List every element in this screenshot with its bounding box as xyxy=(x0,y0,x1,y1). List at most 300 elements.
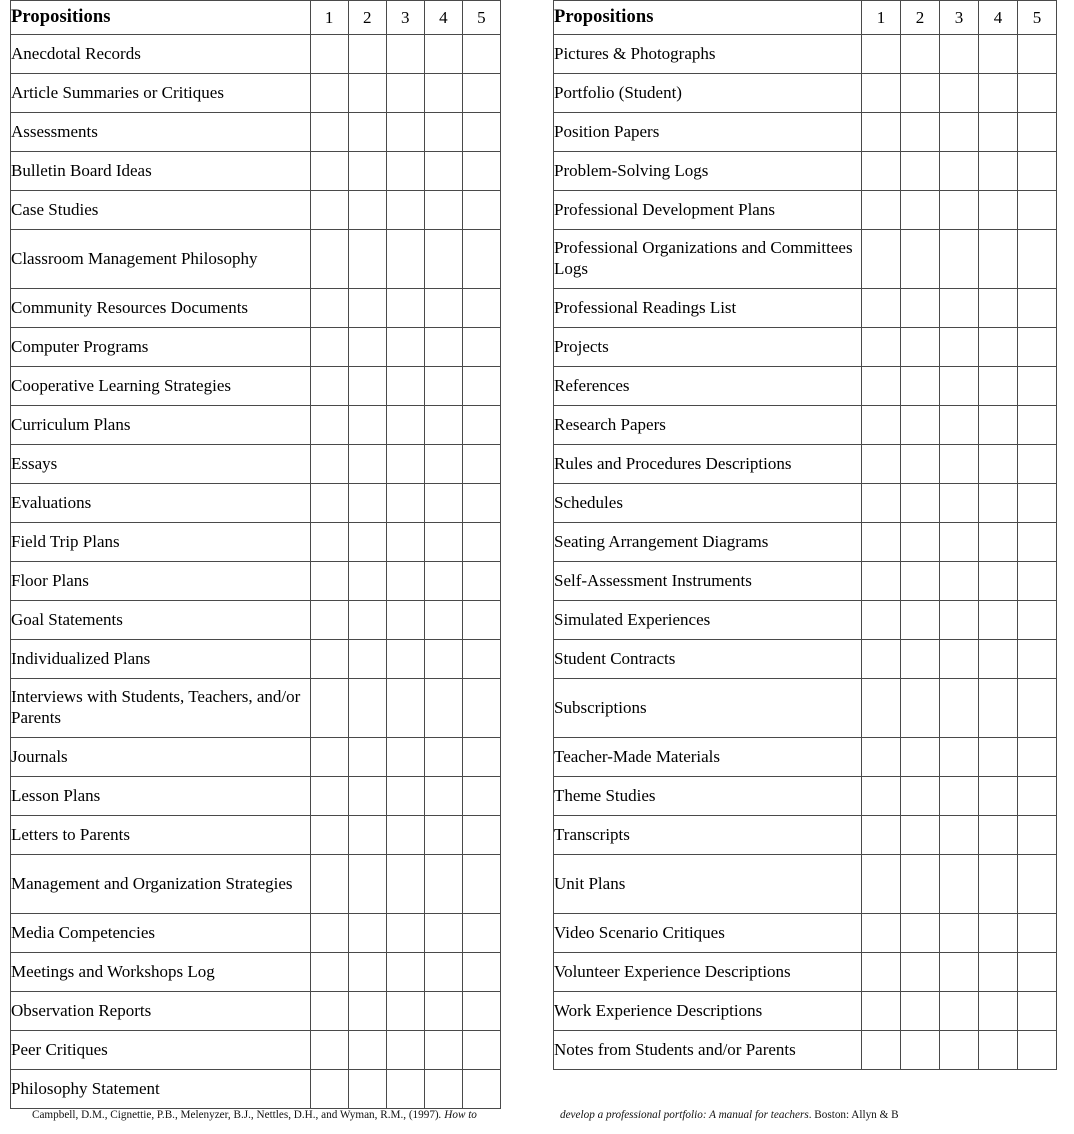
rating-checkbox-cell-2[interactable] xyxy=(348,328,386,367)
rating-checkbox-cell-3[interactable] xyxy=(386,230,424,289)
rating-checkbox-cell-1[interactable] xyxy=(862,367,901,406)
rating-checkbox-cell-4[interactable] xyxy=(979,230,1018,289)
rating-checkbox-cell-3[interactable] xyxy=(940,601,979,640)
rating-checkbox-cell-3[interactable] xyxy=(386,1070,424,1109)
rating-checkbox-cell-1[interactable] xyxy=(862,484,901,523)
table-row xyxy=(11,35,501,74)
rating-checkbox-cell-4[interactable] xyxy=(979,738,1018,777)
rating-checkbox-cell-1[interactable] xyxy=(310,328,348,367)
rating-checkbox-cell-5[interactable] xyxy=(462,816,500,855)
rating-checkbox-cell-4[interactable] xyxy=(424,816,462,855)
rating-checkbox-cell-2[interactable] xyxy=(348,230,386,289)
rating-checkbox-cell-3[interactable] xyxy=(386,1031,424,1070)
rating-checkbox-cell-1[interactable] xyxy=(862,289,901,328)
rating-checkbox-cell-3[interactable] xyxy=(940,484,979,523)
rating-checkbox-cell-4[interactable] xyxy=(424,679,462,738)
rating-checkbox-cell-4[interactable] xyxy=(979,777,1018,816)
table-row xyxy=(554,679,1057,738)
rating-checkbox-cell-4[interactable] xyxy=(979,992,1018,1031)
rating-checkbox-cell-5[interactable] xyxy=(462,679,500,738)
rating-checkbox-cell-4[interactable] xyxy=(424,367,462,406)
rating-checkbox-cell-2[interactable] xyxy=(901,113,940,152)
rating-checkbox-cell-4[interactable] xyxy=(424,855,462,914)
rating-checkbox-cell-4[interactable] xyxy=(424,230,462,289)
proposition-label: Simulated Experiences xyxy=(554,601,862,640)
rating-checkbox-cell-5[interactable] xyxy=(462,1070,500,1109)
rating-checkbox-cell-3[interactable] xyxy=(386,777,424,816)
proposition-label: Goal Statements xyxy=(11,601,311,640)
rating-checkbox-cell-1[interactable] xyxy=(310,230,348,289)
rating-checkbox-cell-3[interactable] xyxy=(940,406,979,445)
proposition-label: Assessments xyxy=(11,113,311,152)
rating-checkbox-cell-5[interactable] xyxy=(1018,35,1057,74)
table-row xyxy=(11,367,501,406)
rating-checkbox-cell-5[interactable] xyxy=(462,855,500,914)
rating-checkbox-cell-3[interactable] xyxy=(940,992,979,1031)
rating-checkbox-cell-1[interactable] xyxy=(310,113,348,152)
rating-checkbox-cell-1[interactable] xyxy=(862,445,901,484)
rating-checkbox-cell-3[interactable] xyxy=(940,230,979,289)
rating-checkbox-cell-2[interactable] xyxy=(348,738,386,777)
rating-checkbox-cell-1[interactable] xyxy=(862,523,901,562)
table-row xyxy=(554,640,1057,679)
rating-checkbox-cell-2[interactable] xyxy=(901,191,940,230)
rating-checkbox-cell-5[interactable] xyxy=(1018,74,1057,113)
proposition-label: Management and Organization Strategies xyxy=(11,855,311,914)
rating-checkbox-cell-1[interactable] xyxy=(862,328,901,367)
rating-checkbox-cell-4[interactable] xyxy=(979,855,1018,914)
rating-checkbox-cell-3[interactable] xyxy=(940,777,979,816)
rating-checkbox-cell-1[interactable] xyxy=(310,74,348,113)
rating-checkbox-cell-4[interactable] xyxy=(424,777,462,816)
rating-checkbox-cell-5[interactable] xyxy=(1018,328,1057,367)
rating-checkbox-cell-5[interactable] xyxy=(1018,289,1057,328)
rating-checkbox-cell-2[interactable] xyxy=(348,679,386,738)
rating-checkbox-cell-3[interactable] xyxy=(940,367,979,406)
rating-checkbox-cell-1[interactable] xyxy=(862,601,901,640)
rating-checkbox-cell-1[interactable] xyxy=(310,640,348,679)
rating-checkbox-cell-2[interactable] xyxy=(901,328,940,367)
proposition-label: Professional Organizations and Committees Logs xyxy=(554,230,862,289)
rating-checkbox-cell-5[interactable] xyxy=(1018,367,1057,406)
table-row xyxy=(554,35,1057,74)
rating-checkbox-cell-1[interactable] xyxy=(862,953,901,992)
rating-checkbox-cell-4[interactable] xyxy=(424,1070,462,1109)
rating-checkbox-cell-5[interactable] xyxy=(462,914,500,953)
rating-checkbox-cell-5[interactable] xyxy=(462,738,500,777)
rating-checkbox-cell-3[interactable] xyxy=(386,445,424,484)
rating-checkbox-cell-2[interactable] xyxy=(901,152,940,191)
rating-checkbox-cell-1[interactable] xyxy=(310,367,348,406)
rating-checkbox-cell-4[interactable] xyxy=(424,191,462,230)
rating-checkbox-cell-3[interactable] xyxy=(940,523,979,562)
rating-checkbox-cell-3[interactable] xyxy=(386,855,424,914)
rating-checkbox-cell-4[interactable] xyxy=(979,113,1018,152)
table-row xyxy=(11,113,501,152)
rating-checkbox-cell-1[interactable] xyxy=(862,914,901,953)
rating-checkbox-cell-3[interactable] xyxy=(386,113,424,152)
rating-checkbox-cell-5[interactable] xyxy=(1018,953,1057,992)
rating-checkbox-cell-3[interactable] xyxy=(386,367,424,406)
table-row xyxy=(554,191,1057,230)
rating-checkbox-cell-1[interactable] xyxy=(310,914,348,953)
proposition-label: Problem-Solving Logs xyxy=(554,152,862,191)
rating-checkbox-cell-4[interactable] xyxy=(424,35,462,74)
rating-checkbox-cell-1[interactable] xyxy=(862,406,901,445)
rating-checkbox-cell-4[interactable] xyxy=(979,484,1018,523)
rating-checkbox-cell-3[interactable] xyxy=(386,152,424,191)
rating-checkbox-cell-3[interactable] xyxy=(386,191,424,230)
rating-checkbox-cell-4[interactable] xyxy=(424,74,462,113)
rating-checkbox-cell-1[interactable] xyxy=(310,191,348,230)
rating-checkbox-cell-4[interactable] xyxy=(424,640,462,679)
proposition-label: Philosophy Statement xyxy=(11,1070,311,1109)
rating-checkbox-cell-5[interactable] xyxy=(462,445,500,484)
table-row xyxy=(554,230,1057,289)
table-row xyxy=(554,367,1057,406)
rating-checkbox-cell-4[interactable] xyxy=(979,191,1018,230)
rating-checkbox-cell-5[interactable] xyxy=(1018,191,1057,230)
rating-checkbox-cell-2[interactable] xyxy=(348,484,386,523)
rating-checkbox-cell-1[interactable] xyxy=(862,992,901,1031)
rating-checkbox-cell-3[interactable] xyxy=(940,855,979,914)
rating-checkbox-cell-5[interactable] xyxy=(1018,601,1057,640)
rating-checkbox-cell-2[interactable] xyxy=(901,74,940,113)
rating-checkbox-cell-3[interactable] xyxy=(940,191,979,230)
rating-checkbox-cell-1[interactable] xyxy=(310,855,348,914)
rating-checkbox-cell-1[interactable] xyxy=(310,777,348,816)
rating-checkbox-cell-2[interactable] xyxy=(348,113,386,152)
rating-checkbox-cell-2[interactable] xyxy=(348,992,386,1031)
rating-checkbox-cell-2[interactable] xyxy=(901,855,940,914)
left-propositions-header: Propositions xyxy=(11,1,311,35)
rating-checkbox-cell-2[interactable] xyxy=(901,523,940,562)
rating-checkbox-cell-1[interactable] xyxy=(862,640,901,679)
rating-checkbox-cell-3[interactable] xyxy=(940,640,979,679)
rating-checkbox-cell-4[interactable] xyxy=(424,914,462,953)
rating-checkbox-cell-5[interactable] xyxy=(462,484,500,523)
rating-checkbox-cell-1[interactable] xyxy=(310,738,348,777)
rating-checkbox-cell-3[interactable] xyxy=(940,953,979,992)
rating-checkbox-cell-2[interactable] xyxy=(348,406,386,445)
rating-checkbox-cell-2[interactable] xyxy=(901,914,940,953)
rating-checkbox-cell-4[interactable] xyxy=(979,914,1018,953)
rating-checkbox-cell-4[interactable] xyxy=(979,152,1018,191)
rating-checkbox-cell-2[interactable] xyxy=(348,914,386,953)
rating-checkbox-cell-3[interactable] xyxy=(940,816,979,855)
rating-checkbox-cell-3[interactable] xyxy=(940,289,979,328)
table-row xyxy=(11,152,501,191)
rating-checkbox-cell-4[interactable] xyxy=(979,953,1018,992)
table-row xyxy=(11,484,501,523)
rating-checkbox-cell-4[interactable] xyxy=(424,445,462,484)
rating-checkbox-cell-4[interactable] xyxy=(979,679,1018,738)
rating-checkbox-cell-2[interactable] xyxy=(348,777,386,816)
rating-checkbox-cell-2[interactable] xyxy=(901,738,940,777)
rating-checkbox-cell-5[interactable] xyxy=(1018,992,1057,1031)
table-row xyxy=(11,738,501,777)
rating-checkbox-cell-5[interactable] xyxy=(1018,914,1057,953)
rating-checkbox-cell-3[interactable] xyxy=(940,113,979,152)
rating-checkbox-cell-1[interactable] xyxy=(310,816,348,855)
rating-checkbox-cell-4[interactable] xyxy=(424,562,462,601)
rating-checkbox-cell-5[interactable] xyxy=(462,35,500,74)
rating-checkbox-cell-3[interactable] xyxy=(940,1031,979,1070)
rating-checkbox-cell-3[interactable] xyxy=(386,523,424,562)
proposition-label: References xyxy=(554,367,862,406)
table-row xyxy=(554,562,1057,601)
rating-checkbox-cell-4[interactable] xyxy=(979,816,1018,855)
rating-checkbox-cell-4[interactable] xyxy=(424,523,462,562)
rating-checkbox-cell-5[interactable] xyxy=(1018,152,1057,191)
rating-checkbox-cell-5[interactable] xyxy=(462,523,500,562)
rating-checkbox-cell-3[interactable] xyxy=(386,484,424,523)
rating-checkbox-cell-2[interactable] xyxy=(901,35,940,74)
right-rating-header-1: 1 xyxy=(862,1,901,35)
rating-checkbox-cell-2[interactable] xyxy=(348,289,386,328)
rating-checkbox-cell-4[interactable] xyxy=(979,601,1018,640)
rating-checkbox-cell-5[interactable] xyxy=(1018,816,1057,855)
rating-checkbox-cell-5[interactable] xyxy=(1018,855,1057,914)
rating-checkbox-cell-4[interactable] xyxy=(979,74,1018,113)
citation-segment-left xyxy=(32,1108,477,1123)
rating-checkbox-cell-5[interactable] xyxy=(1018,523,1057,562)
rating-checkbox-cell-2[interactable] xyxy=(348,74,386,113)
rating-checkbox-cell-2[interactable] xyxy=(348,1070,386,1109)
rating-checkbox-cell-1[interactable] xyxy=(862,1031,901,1070)
rating-checkbox-cell-5[interactable] xyxy=(462,992,500,1031)
rating-checkbox-cell-5[interactable] xyxy=(1018,230,1057,289)
rating-checkbox-cell-4[interactable] xyxy=(979,1031,1018,1070)
rating-checkbox-cell-3[interactable] xyxy=(386,816,424,855)
rating-checkbox-cell-5[interactable] xyxy=(462,113,500,152)
rating-checkbox-cell-3[interactable] xyxy=(386,601,424,640)
rating-checkbox-cell-5[interactable] xyxy=(1018,777,1057,816)
rating-checkbox-cell-5[interactable] xyxy=(462,191,500,230)
rating-checkbox-cell-2[interactable] xyxy=(348,152,386,191)
proposition-label: Seating Arrangement Diagrams xyxy=(554,523,862,562)
rating-checkbox-cell-1[interactable] xyxy=(310,679,348,738)
rating-checkbox-cell-4[interactable] xyxy=(424,289,462,328)
rating-checkbox-cell-1[interactable] xyxy=(862,855,901,914)
rating-checkbox-cell-4[interactable] xyxy=(979,328,1018,367)
rating-checkbox-cell-2[interactable] xyxy=(348,953,386,992)
rating-checkbox-cell-5[interactable] xyxy=(462,777,500,816)
table-row xyxy=(554,914,1057,953)
rating-checkbox-cell-2[interactable] xyxy=(901,445,940,484)
rating-checkbox-cell-1[interactable] xyxy=(310,35,348,74)
rating-checkbox-cell-5[interactable] xyxy=(462,289,500,328)
rating-checkbox-cell-2[interactable] xyxy=(348,1031,386,1070)
rating-checkbox-cell-1[interactable] xyxy=(862,230,901,289)
rating-checkbox-cell-4[interactable] xyxy=(979,35,1018,74)
rating-checkbox-cell-1[interactable] xyxy=(310,484,348,523)
rating-checkbox-cell-5[interactable] xyxy=(462,152,500,191)
rating-checkbox-cell-5[interactable] xyxy=(462,1031,500,1070)
rating-checkbox-cell-2[interactable] xyxy=(901,777,940,816)
rating-checkbox-cell-2[interactable] xyxy=(901,230,940,289)
table-row xyxy=(554,1031,1057,1070)
rating-checkbox-cell-5[interactable] xyxy=(1018,562,1057,601)
rating-checkbox-cell-3[interactable] xyxy=(386,953,424,992)
rating-checkbox-cell-3[interactable] xyxy=(386,562,424,601)
rating-checkbox-cell-1[interactable] xyxy=(862,191,901,230)
rating-checkbox-cell-1[interactable] xyxy=(310,992,348,1031)
table-row xyxy=(554,445,1057,484)
rating-checkbox-cell-1[interactable] xyxy=(310,1070,348,1109)
rating-checkbox-cell-1[interactable] xyxy=(862,816,901,855)
rating-checkbox-cell-5[interactable] xyxy=(1018,484,1057,523)
rating-checkbox-cell-5[interactable] xyxy=(462,367,500,406)
table-row xyxy=(554,738,1057,777)
rating-checkbox-cell-3[interactable] xyxy=(386,289,424,328)
rating-checkbox-cell-2[interactable] xyxy=(348,601,386,640)
rating-checkbox-cell-1[interactable] xyxy=(862,35,901,74)
rating-checkbox-cell-5[interactable] xyxy=(462,328,500,367)
rating-checkbox-cell-3[interactable] xyxy=(386,992,424,1031)
rating-checkbox-cell-2[interactable] xyxy=(901,640,940,679)
rating-checkbox-cell-4[interactable] xyxy=(424,992,462,1031)
rating-checkbox-cell-5[interactable] xyxy=(1018,113,1057,152)
rating-checkbox-cell-4[interactable] xyxy=(424,738,462,777)
rating-checkbox-cell-5[interactable] xyxy=(462,406,500,445)
left-rating-header-5: 5 xyxy=(462,1,500,35)
rating-checkbox-cell-2[interactable] xyxy=(348,640,386,679)
rating-checkbox-cell-1[interactable] xyxy=(862,679,901,738)
rating-checkbox-cell-3[interactable] xyxy=(940,738,979,777)
rating-checkbox-cell-5[interactable] xyxy=(462,640,500,679)
rating-checkbox-cell-5[interactable] xyxy=(1018,1031,1057,1070)
rating-checkbox-cell-4[interactable] xyxy=(979,367,1018,406)
rating-checkbox-cell-3[interactable] xyxy=(386,679,424,738)
rating-checkbox-cell-2[interactable] xyxy=(348,367,386,406)
rating-checkbox-cell-3[interactable] xyxy=(386,738,424,777)
rating-checkbox-cell-1[interactable] xyxy=(862,113,901,152)
rating-checkbox-cell-5[interactable] xyxy=(1018,640,1057,679)
rating-checkbox-cell-2[interactable] xyxy=(901,406,940,445)
rating-checkbox-cell-1[interactable] xyxy=(310,406,348,445)
rating-checkbox-cell-2[interactable] xyxy=(901,992,940,1031)
left-rating-header-1: 1 xyxy=(310,1,348,35)
citation-title-start: . How to xyxy=(438,1109,477,1121)
rating-checkbox-cell-1[interactable] xyxy=(310,152,348,191)
rating-checkbox-cell-1[interactable] xyxy=(862,74,901,113)
rating-checkbox-cell-4[interactable] xyxy=(424,484,462,523)
rating-checkbox-cell-5[interactable] xyxy=(1018,738,1057,777)
rating-checkbox-cell-4[interactable] xyxy=(979,562,1018,601)
rating-checkbox-cell-5[interactable] xyxy=(462,74,500,113)
rating-checkbox-cell-3[interactable] xyxy=(940,445,979,484)
rating-checkbox-cell-2[interactable] xyxy=(901,289,940,328)
rating-checkbox-cell-2[interactable] xyxy=(348,191,386,230)
rating-checkbox-cell-4[interactable] xyxy=(979,406,1018,445)
rating-checkbox-cell-2[interactable] xyxy=(348,816,386,855)
rating-checkbox-cell-1[interactable] xyxy=(310,1031,348,1070)
left-rating-header-4: 4 xyxy=(424,1,462,35)
rating-checkbox-cell-4[interactable] xyxy=(424,601,462,640)
rating-checkbox-cell-2[interactable] xyxy=(348,562,386,601)
rating-checkbox-cell-5[interactable] xyxy=(462,953,500,992)
rating-checkbox-cell-5[interactable] xyxy=(462,601,500,640)
rating-checkbox-cell-1[interactable] xyxy=(310,523,348,562)
rating-checkbox-cell-2[interactable] xyxy=(901,679,940,738)
rating-checkbox-cell-2[interactable] xyxy=(901,484,940,523)
rating-checkbox-cell-3[interactable] xyxy=(386,640,424,679)
rating-checkbox-cell-5[interactable] xyxy=(462,562,500,601)
right-rating-header-4: 4 xyxy=(979,1,1018,35)
rating-checkbox-cell-2[interactable] xyxy=(901,953,940,992)
rating-checkbox-cell-2[interactable] xyxy=(348,855,386,914)
left-header-row xyxy=(11,1,501,35)
rating-checkbox-cell-4[interactable] xyxy=(424,1031,462,1070)
table-row xyxy=(11,74,501,113)
rating-checkbox-cell-3[interactable] xyxy=(386,406,424,445)
rating-checkbox-cell-3[interactable] xyxy=(940,35,979,74)
left-checklist-table xyxy=(10,0,501,1109)
rating-checkbox-cell-1[interactable] xyxy=(310,562,348,601)
rating-checkbox-cell-2[interactable] xyxy=(901,601,940,640)
rating-checkbox-cell-2[interactable] xyxy=(901,1031,940,1070)
rating-checkbox-cell-1[interactable] xyxy=(310,601,348,640)
rating-checkbox-cell-4[interactable] xyxy=(979,523,1018,562)
rating-checkbox-cell-4[interactable] xyxy=(424,328,462,367)
rating-checkbox-cell-2[interactable] xyxy=(901,367,940,406)
rating-checkbox-cell-3[interactable] xyxy=(940,74,979,113)
right-rating-header-3: 3 xyxy=(940,1,979,35)
rating-checkbox-cell-4[interactable] xyxy=(979,289,1018,328)
rating-checkbox-cell-3[interactable] xyxy=(940,152,979,191)
rating-checkbox-cell-1[interactable] xyxy=(310,445,348,484)
table-row xyxy=(554,289,1057,328)
rating-checkbox-cell-3[interactable] xyxy=(940,328,979,367)
rating-checkbox-cell-3[interactable] xyxy=(386,328,424,367)
rating-checkbox-cell-4[interactable] xyxy=(979,640,1018,679)
proposition-label: Student Contracts xyxy=(554,640,862,679)
rating-checkbox-cell-2[interactable] xyxy=(348,523,386,562)
rating-checkbox-cell-5[interactable] xyxy=(1018,445,1057,484)
rating-checkbox-cell-3[interactable] xyxy=(386,74,424,113)
rating-checkbox-cell-3[interactable] xyxy=(940,914,979,953)
proposition-label: Portfolio (Student) xyxy=(554,74,862,113)
rating-checkbox-cell-4[interactable] xyxy=(424,953,462,992)
rating-checkbox-cell-1[interactable] xyxy=(862,738,901,777)
rating-checkbox-cell-5[interactable] xyxy=(1018,406,1057,445)
rating-checkbox-cell-1[interactable] xyxy=(310,289,348,328)
rating-checkbox-cell-4[interactable] xyxy=(979,445,1018,484)
rating-checkbox-cell-4[interactable] xyxy=(424,152,462,191)
rating-checkbox-cell-4[interactable] xyxy=(424,406,462,445)
rating-checkbox-cell-4[interactable] xyxy=(424,113,462,152)
rating-checkbox-cell-3[interactable] xyxy=(386,35,424,74)
rating-checkbox-cell-1[interactable] xyxy=(862,152,901,191)
proposition-label: Notes from Students and/or Parents xyxy=(554,1031,862,1070)
proposition-label: Computer Programs xyxy=(11,328,311,367)
rating-checkbox-cell-2[interactable] xyxy=(348,445,386,484)
rating-checkbox-cell-1[interactable] xyxy=(862,777,901,816)
rating-checkbox-cell-3[interactable] xyxy=(940,679,979,738)
citation-authors-year: Campbell, D.M., Cignettie, P.B., Melenyzer, B.J., Nettles, D.H., and Wyman, R.M., (1997) xyxy=(32,1109,439,1121)
proposition-label: Bulletin Board Ideas xyxy=(11,152,311,191)
rating-checkbox-cell-2[interactable] xyxy=(901,816,940,855)
rating-checkbox-cell-5[interactable] xyxy=(462,230,500,289)
rating-checkbox-cell-2[interactable] xyxy=(901,562,940,601)
rating-checkbox-cell-3[interactable] xyxy=(386,914,424,953)
rating-checkbox-cell-5[interactable] xyxy=(1018,679,1057,738)
rating-checkbox-cell-3[interactable] xyxy=(940,562,979,601)
rating-checkbox-cell-1[interactable] xyxy=(862,562,901,601)
rating-checkbox-cell-2[interactable] xyxy=(348,35,386,74)
rating-checkbox-cell-1[interactable] xyxy=(310,953,348,992)
